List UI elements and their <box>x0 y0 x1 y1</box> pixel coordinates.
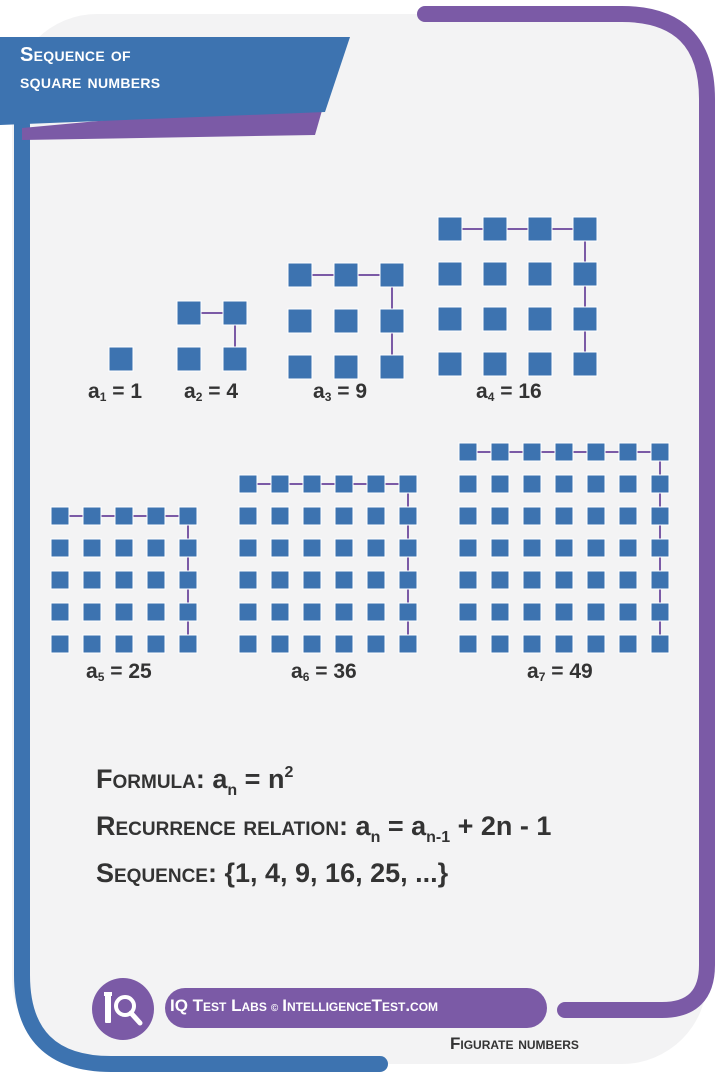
square-dot-a3 <box>288 263 312 287</box>
square-dot-a5 <box>179 635 197 653</box>
square-dot-a7 <box>523 507 541 525</box>
square-dot-a5 <box>179 603 197 621</box>
square-dot-a7 <box>587 539 605 557</box>
square-dot-a4 <box>528 352 552 376</box>
square-dot-a7 <box>491 603 509 621</box>
sequence-label: Sequence <box>96 858 208 888</box>
square-dot-a7 <box>555 571 573 589</box>
square-dot-a5 <box>179 539 197 557</box>
square-dot-a7 <box>587 475 605 493</box>
square-dot-a2 <box>223 347 247 371</box>
caption-a1: $a_1 = 1$ <box>88 380 142 404</box>
square-dot-a7 <box>587 507 605 525</box>
caption-a2: $a_2 = 4$ <box>184 380 238 404</box>
copyright-mark: © <box>270 1003 279 1014</box>
square-dot-a5 <box>51 603 69 621</box>
square-dot-a7 <box>587 443 605 461</box>
square-dot-a6 <box>367 475 385 493</box>
square-dot-a6 <box>271 539 289 557</box>
square-dot-a4 <box>573 352 597 376</box>
square-dot-a7 <box>619 571 637 589</box>
square-dot-a2 <box>177 301 201 325</box>
square-dot-a6 <box>303 603 321 621</box>
square-dot-a7 <box>523 603 541 621</box>
square-dot-a7 <box>459 539 477 557</box>
brand-name: IQ Test Labs <box>170 996 267 1015</box>
square-dot-a7 <box>619 603 637 621</box>
title-line-1: Sequence of <box>20 44 131 66</box>
formula-label: Formula <box>96 764 196 794</box>
square-dot-a5 <box>83 571 101 589</box>
square-dot-a4 <box>573 262 597 286</box>
square-dot-a7 <box>459 507 477 525</box>
footer-brand <box>170 996 438 1016</box>
square-dot-a6 <box>303 507 321 525</box>
square-dot-a7 <box>619 475 637 493</box>
square-dot-a7 <box>555 443 573 461</box>
square-dot-a7 <box>587 603 605 621</box>
square-dot-a6 <box>239 475 257 493</box>
square-dot-a6 <box>367 539 385 557</box>
square-dot-a4 <box>483 352 507 376</box>
square-dot-a5 <box>115 539 133 557</box>
sequence-line: Sequence: {1, 4, 9, 16, 25, ...} <box>96 858 449 888</box>
square-dot-a4 <box>438 262 462 286</box>
square-dot-a4 <box>528 307 552 331</box>
square-dot-a7 <box>651 603 669 621</box>
square-dot-a6 <box>367 507 385 525</box>
square-dot-a6 <box>271 571 289 589</box>
square-dot-a6 <box>303 539 321 557</box>
square-dot-a7 <box>523 475 541 493</box>
square-dot-a6 <box>367 571 385 589</box>
square-dot-a7 <box>459 603 477 621</box>
site-link[interactable]: IntelligenceTest.com <box>282 996 439 1015</box>
recurrence-line: Recurrence relation: $a_n = a_{n-1} + 2n - 1$ <box>96 811 552 846</box>
figurate-numbers-label: Figurate numbers <box>450 1034 579 1053</box>
square-dot-a4 <box>438 352 462 376</box>
square-dot-a3 <box>288 355 312 379</box>
square-dot-a6 <box>399 539 417 557</box>
square-dot-a6 <box>271 603 289 621</box>
square-dot-a3 <box>288 309 312 333</box>
square-dot-a7 <box>491 507 509 525</box>
square-dot-a7 <box>651 571 669 589</box>
sequence-value: {1, 4, 9, 16, 25, ...} <box>224 858 449 888</box>
square-dot-a7 <box>523 539 541 557</box>
formula-line: Formula: $a_n = n^2$ <box>96 764 294 799</box>
square-dot-a4 <box>483 307 507 331</box>
square-dot-a6 <box>239 571 257 589</box>
square-dot-a5 <box>115 571 133 589</box>
square-dot-a5 <box>115 603 133 621</box>
square-dot-a4 <box>528 217 552 241</box>
square-dot-a7 <box>459 571 477 589</box>
square-dot-a7 <box>491 443 509 461</box>
square-dot-a7 <box>651 507 669 525</box>
square-dot-a6 <box>367 635 385 653</box>
square-dot-a7 <box>619 539 637 557</box>
square-dot-a6 <box>399 507 417 525</box>
square-dot-a6 <box>335 507 353 525</box>
square-dot-a6 <box>399 571 417 589</box>
square-dot-a5 <box>147 507 165 525</box>
square-dot-a6 <box>239 507 257 525</box>
square-dot-a6 <box>335 603 353 621</box>
square-dot-a6 <box>271 635 289 653</box>
square-dot-a5 <box>147 635 165 653</box>
square-dot-a5 <box>83 539 101 557</box>
square-dot-a7 <box>491 635 509 653</box>
square-dot-a7 <box>651 635 669 653</box>
square-dot-a6 <box>271 507 289 525</box>
square-dot-a6 <box>399 635 417 653</box>
square-dot-a6 <box>335 539 353 557</box>
square-dot-a5 <box>147 571 165 589</box>
square-dot-a6 <box>239 539 257 557</box>
square-dot-a5 <box>51 539 69 557</box>
square-dot-a6 <box>303 571 321 589</box>
square-dot-a6 <box>367 603 385 621</box>
square-dot-a5 <box>179 507 197 525</box>
square-dot-a3 <box>380 309 404 333</box>
square-dot-a7 <box>459 635 477 653</box>
square-dot-a4 <box>573 217 597 241</box>
caption-a6: $a_6 = 36$ <box>291 660 357 684</box>
square-dot-a3 <box>334 355 358 379</box>
square-dot-a3 <box>380 355 404 379</box>
square-dot-a6 <box>335 635 353 653</box>
square-dot-a6 <box>399 475 417 493</box>
square-dot-a5 <box>115 635 133 653</box>
square-dot-a7 <box>523 635 541 653</box>
caption-a5: $a_5 = 25$ <box>86 660 152 684</box>
square-dot-a1 <box>109 347 133 371</box>
square-dot-a2 <box>223 301 247 325</box>
square-dot-a6 <box>335 571 353 589</box>
square-dot-a4 <box>483 262 507 286</box>
square-dot-a5 <box>147 603 165 621</box>
square-dot-a7 <box>555 603 573 621</box>
square-dot-a3 <box>334 263 358 287</box>
square-dot-a4 <box>483 217 507 241</box>
square-dot-a5 <box>179 571 197 589</box>
square-dot-a4 <box>573 307 597 331</box>
square-dot-a6 <box>271 475 289 493</box>
square-dot-a7 <box>619 635 637 653</box>
square-dot-a4 <box>438 217 462 241</box>
caption-a3: $a_3 = 9$ <box>313 380 367 404</box>
square-dot-a5 <box>83 635 101 653</box>
square-dot-a7 <box>491 539 509 557</box>
square-dot-a7 <box>523 443 541 461</box>
square-dot-a7 <box>491 475 509 493</box>
square-dot-a5 <box>51 571 69 589</box>
square-dot-a7 <box>523 571 541 589</box>
square-dot-a6 <box>335 475 353 493</box>
logo <box>92 978 154 1040</box>
square-dot-a5 <box>83 507 101 525</box>
title-line-2: square numbers <box>20 71 161 93</box>
square-dot-a5 <box>51 507 69 525</box>
square-dot-a4 <box>528 262 552 286</box>
square-dot-a7 <box>619 443 637 461</box>
square-dot-a7 <box>587 571 605 589</box>
square-dot-a2 <box>177 347 201 371</box>
square-dot-a7 <box>555 635 573 653</box>
square-dot-a7 <box>459 443 477 461</box>
square-dot-a7 <box>651 539 669 557</box>
square-dot-a6 <box>303 635 321 653</box>
square-dot-a4 <box>438 307 462 331</box>
square-dot-a6 <box>239 635 257 653</box>
square-dot-a3 <box>380 263 404 287</box>
square-dot-a6 <box>399 603 417 621</box>
square-dot-a7 <box>491 571 509 589</box>
square-dot-a5 <box>51 635 69 653</box>
square-dot-a7 <box>555 475 573 493</box>
square-dot-a7 <box>651 443 669 461</box>
square-dot-a7 <box>555 539 573 557</box>
square-dot-a5 <box>147 539 165 557</box>
square-dot-a5 <box>83 603 101 621</box>
recurrence-label: Recurrence relation <box>96 811 340 841</box>
caption-a7: $a_7 = 49$ <box>527 660 593 684</box>
caption-a4: $a_4 = 16$ <box>476 380 542 404</box>
square-dot-a7 <box>587 635 605 653</box>
square-dot-a5 <box>115 507 133 525</box>
square-dot-a6 <box>303 475 321 493</box>
square-dot-a7 <box>459 475 477 493</box>
magnifier-icon <box>92 978 154 1040</box>
square-dot-a3 <box>334 309 358 333</box>
square-dot-a6 <box>239 603 257 621</box>
square-dot-a7 <box>651 475 669 493</box>
square-dot-a7 <box>555 507 573 525</box>
square-dot-a7 <box>619 507 637 525</box>
